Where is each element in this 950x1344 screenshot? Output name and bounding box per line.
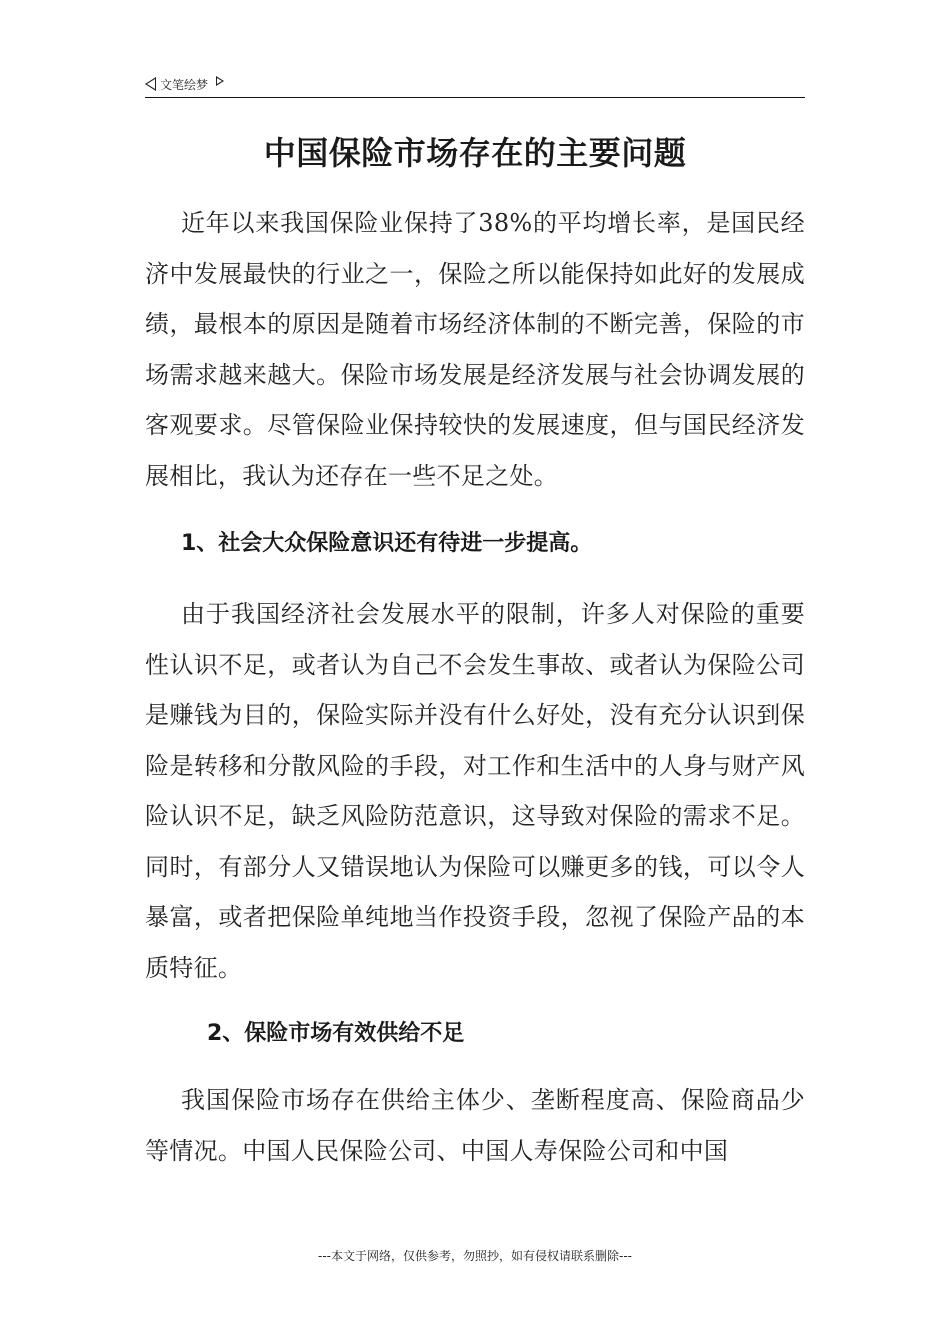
triangle-right-icon — [216, 76, 224, 86]
page-header — [145, 73, 805, 98]
brand-logo — [145, 73, 224, 95]
section-2-paragraph: 我国保险市场存在供给主体少、垄断程度高、保险商品少等情况。中国人民保险公司、中国人寿保险公司和中国 — [145, 1086, 805, 1165]
document-body — [145, 198, 805, 1176]
section-2-heading: 2、保险市场有效供给不足 — [207, 1021, 465, 1046]
section-1-heading: 1、社会大众保险意识还有待进一步提高。 — [181, 531, 593, 556]
intro-paragraph: 近年以来我国保险业保持了38%的平均增长率，是国民经济中发展最快的行业之一，保险之所以能保持如此好的发展成绩，最根本的原因是随着市场经济体制的不断完善，保险的市场需求越来越大。保险市场发展是经济发展与社会协调发展的客观要求。尽管保险业保持较快的发展速度，但与国民经济发展相比，我认为还存在一些不足之处。 — [145, 209, 805, 490]
brand-name: 文笔绘梦 — [160, 77, 209, 92]
section-1-paragraph: 由于我国经济社会发展水平的限制，许多人对保险的重要性认识不足，或者认为自己不会发生事故、或者认为保险公司是赚钱为目的，保险实际并没有什么好处，没有充分认识到保险是转移和分散风险的手段，对工作和生活中的人身与财产风险认识不足，缺乏风险防范意识，这导致对保险的需求不足。同时，有部分人又错误地认为保险可以赚更多的钱，可以令人暴富，或者把保险单纯地当作投资手段，忽视了保险产品的本质特征。 — [145, 600, 805, 982]
footer-disclaimer: ---本文于网络，仅供参考，勿照抄，如有侵权请联系删除--- — [318, 1249, 632, 1263]
triangle-left-icon — [145, 77, 156, 91]
document-title: 中国保险市场存在的主要问题 — [263, 134, 687, 172]
